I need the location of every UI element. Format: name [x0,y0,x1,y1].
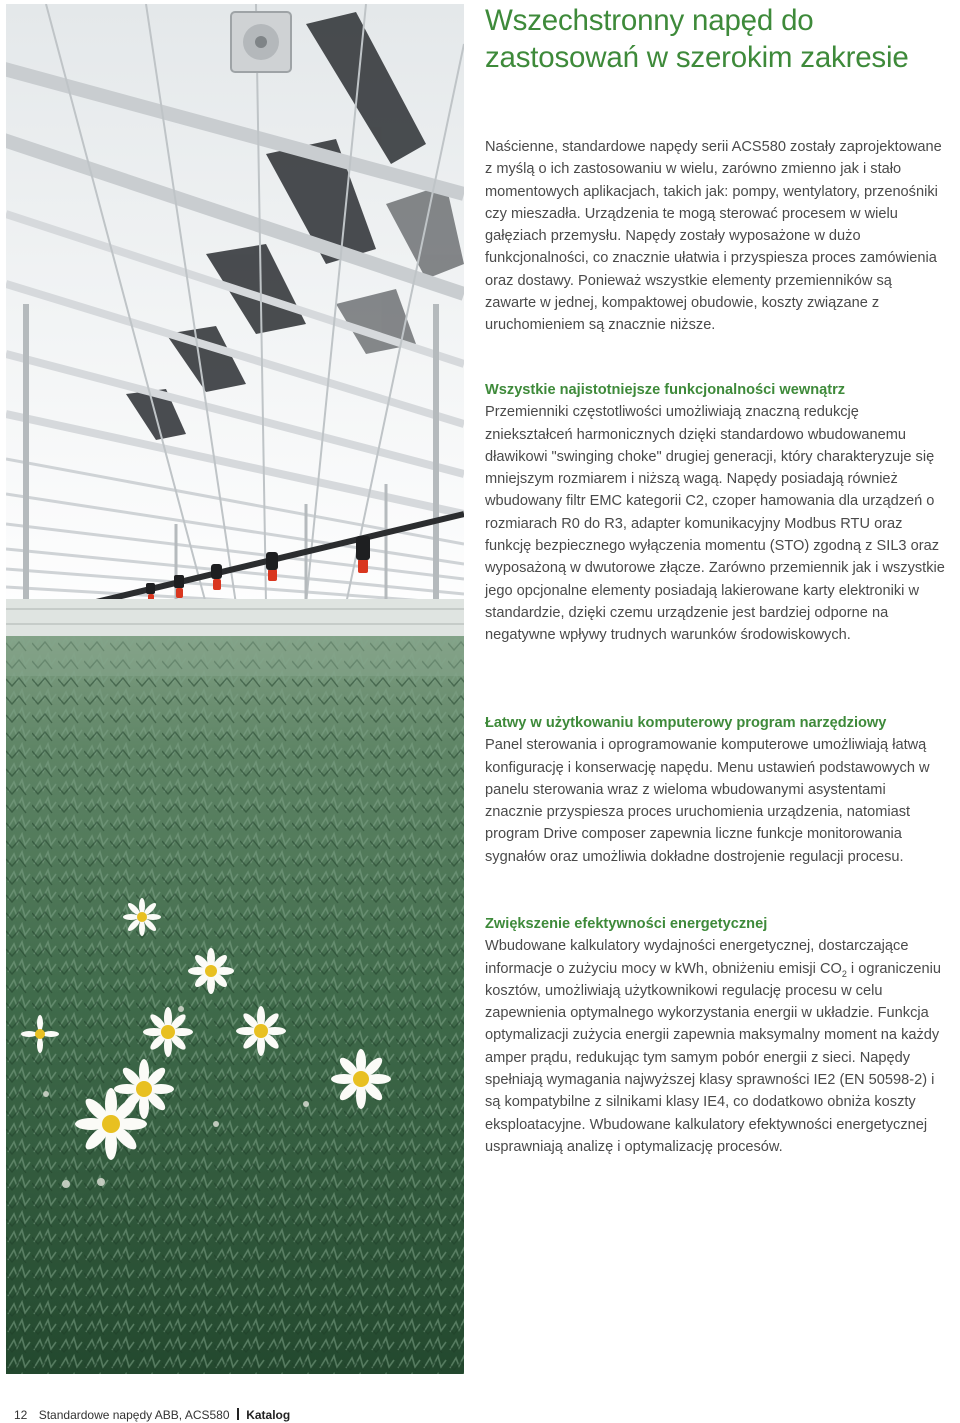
section-all-features [485,379,947,647]
section-heading: Wszystkie najistotniejsze funkcjonalności wewnątrz [485,382,846,398]
co2-subscript: 2 [841,968,847,979]
page-title: Wszechstronny napęd do zastosowań w szerokim zakresie [485,4,909,74]
section-pc-tool [485,712,947,868]
section-heading: Zwiększenie efektywności energetycznej [485,916,768,932]
footer-divider [237,1408,239,1420]
page-footer [14,1407,290,1423]
section-heading: Łatwy w użytkowaniu komputerowy program narzędziowy [485,715,887,731]
section-body: Przemienniki częstotliwości umożliwiają znaczną redukcję zniekształceń harmonicznych dzięki standardowo wbudowanemu dławikowi "swinging choke" drugiej generacji, który charakteryzuje się mniejszym rozmiarem i niższą wagą. Napędy posiadają również wbudowany filtr EMC kategorii C2, czoper hamowania dla urządzeń o rozmiarach R0 do R3, adapter komunikacyjny Modbus RTU oraz funkcję bezpiecznego wyłączenia momentu (STO) zgodną z SIL3 oraz wyposażoną w dwutorowe złącze. Zarówno przemiennik jak i wszystkie jego opcjonalne elementy posiadają lakierowane karty elektroniki w standardzie, dzięki czemu urządzenie jest bardziej odporne na negatywne wpływy trudnych warunków środowiskowych. [485,404,945,644]
section-body-part: i ograniczeniu kosztów, umożliwiają użytkownikowi regulację procesu w celu zapewnienia optymalnego wykorzystania energii w układzie. Funkcja optymalizacji zużycia energii zapewnia maksymalny moment na każdy amper prądu, redukując tym samym pobór energii z sieci. Napędy spełniają wymagania najwyższej klasy sprawności IE2 (EN 50598-2) i są kompatybilne z silnikami klasy IE4, co dodatkowo obniża koszty eksploatacyjne. Wbudowane kalkulatory efektywności energetycznej usprawniają analizę i optymalizację procesów. [485,960,941,1155]
publication-name: Standardowe napędy ABB, ACS580 [38,1408,230,1422]
section-body: Panel sterowania i oprogramowanie komputerowe umożliwiają łatwą konfigurację i konserwację napędu. Menu ustawień podstawowych w panelu sterowania wraz z wieloma wbudowanymi asystentami znacznie przyspiesza proces uruchomienia urządzenia, natomiast program Drive composer zapewnia liczne funkcje monitorowania sygnałów oraz umożliwia dokładne dostrojenie regulacji procesu. [485,737,930,865]
catalog-label: Katalog [246,1408,291,1422]
greenhouse-photo [6,4,464,1374]
section-body-part: Wbudowane kalkulatory wydajności energetycznej, dostarczające informacje o zużyciu mocy w kWh, obniżeniu emisji CO [485,938,909,977]
intro-paragraph: Naścienne, standardowe napędy serii ACS580 zostały zaprojektowane z myślą o ich zastosowaniu w wielu, zarówno zmienno jak i stało momentowych aplikacjach, takich jak: pompy, wentylatory, przenośniki czy mieszadła. Urządzenia te mogą sterować procesem w wielu gałęziach przemysłu. Napędy zostały wyposażone w dużo funkcjonalności, co znacznie ułatwia i przyspiesza proces zamówienia oraz dostawy. Ponieważ wszystkie elementy przemienników są zawarte w jednej, kompaktowej obudowie, koszty związane z uruchomieniem są znacznie niższe. [485,139,942,334]
section-body [485,935,947,1158]
section-energy-efficiency [485,913,947,1158]
page-number: 12 [14,1408,28,1422]
